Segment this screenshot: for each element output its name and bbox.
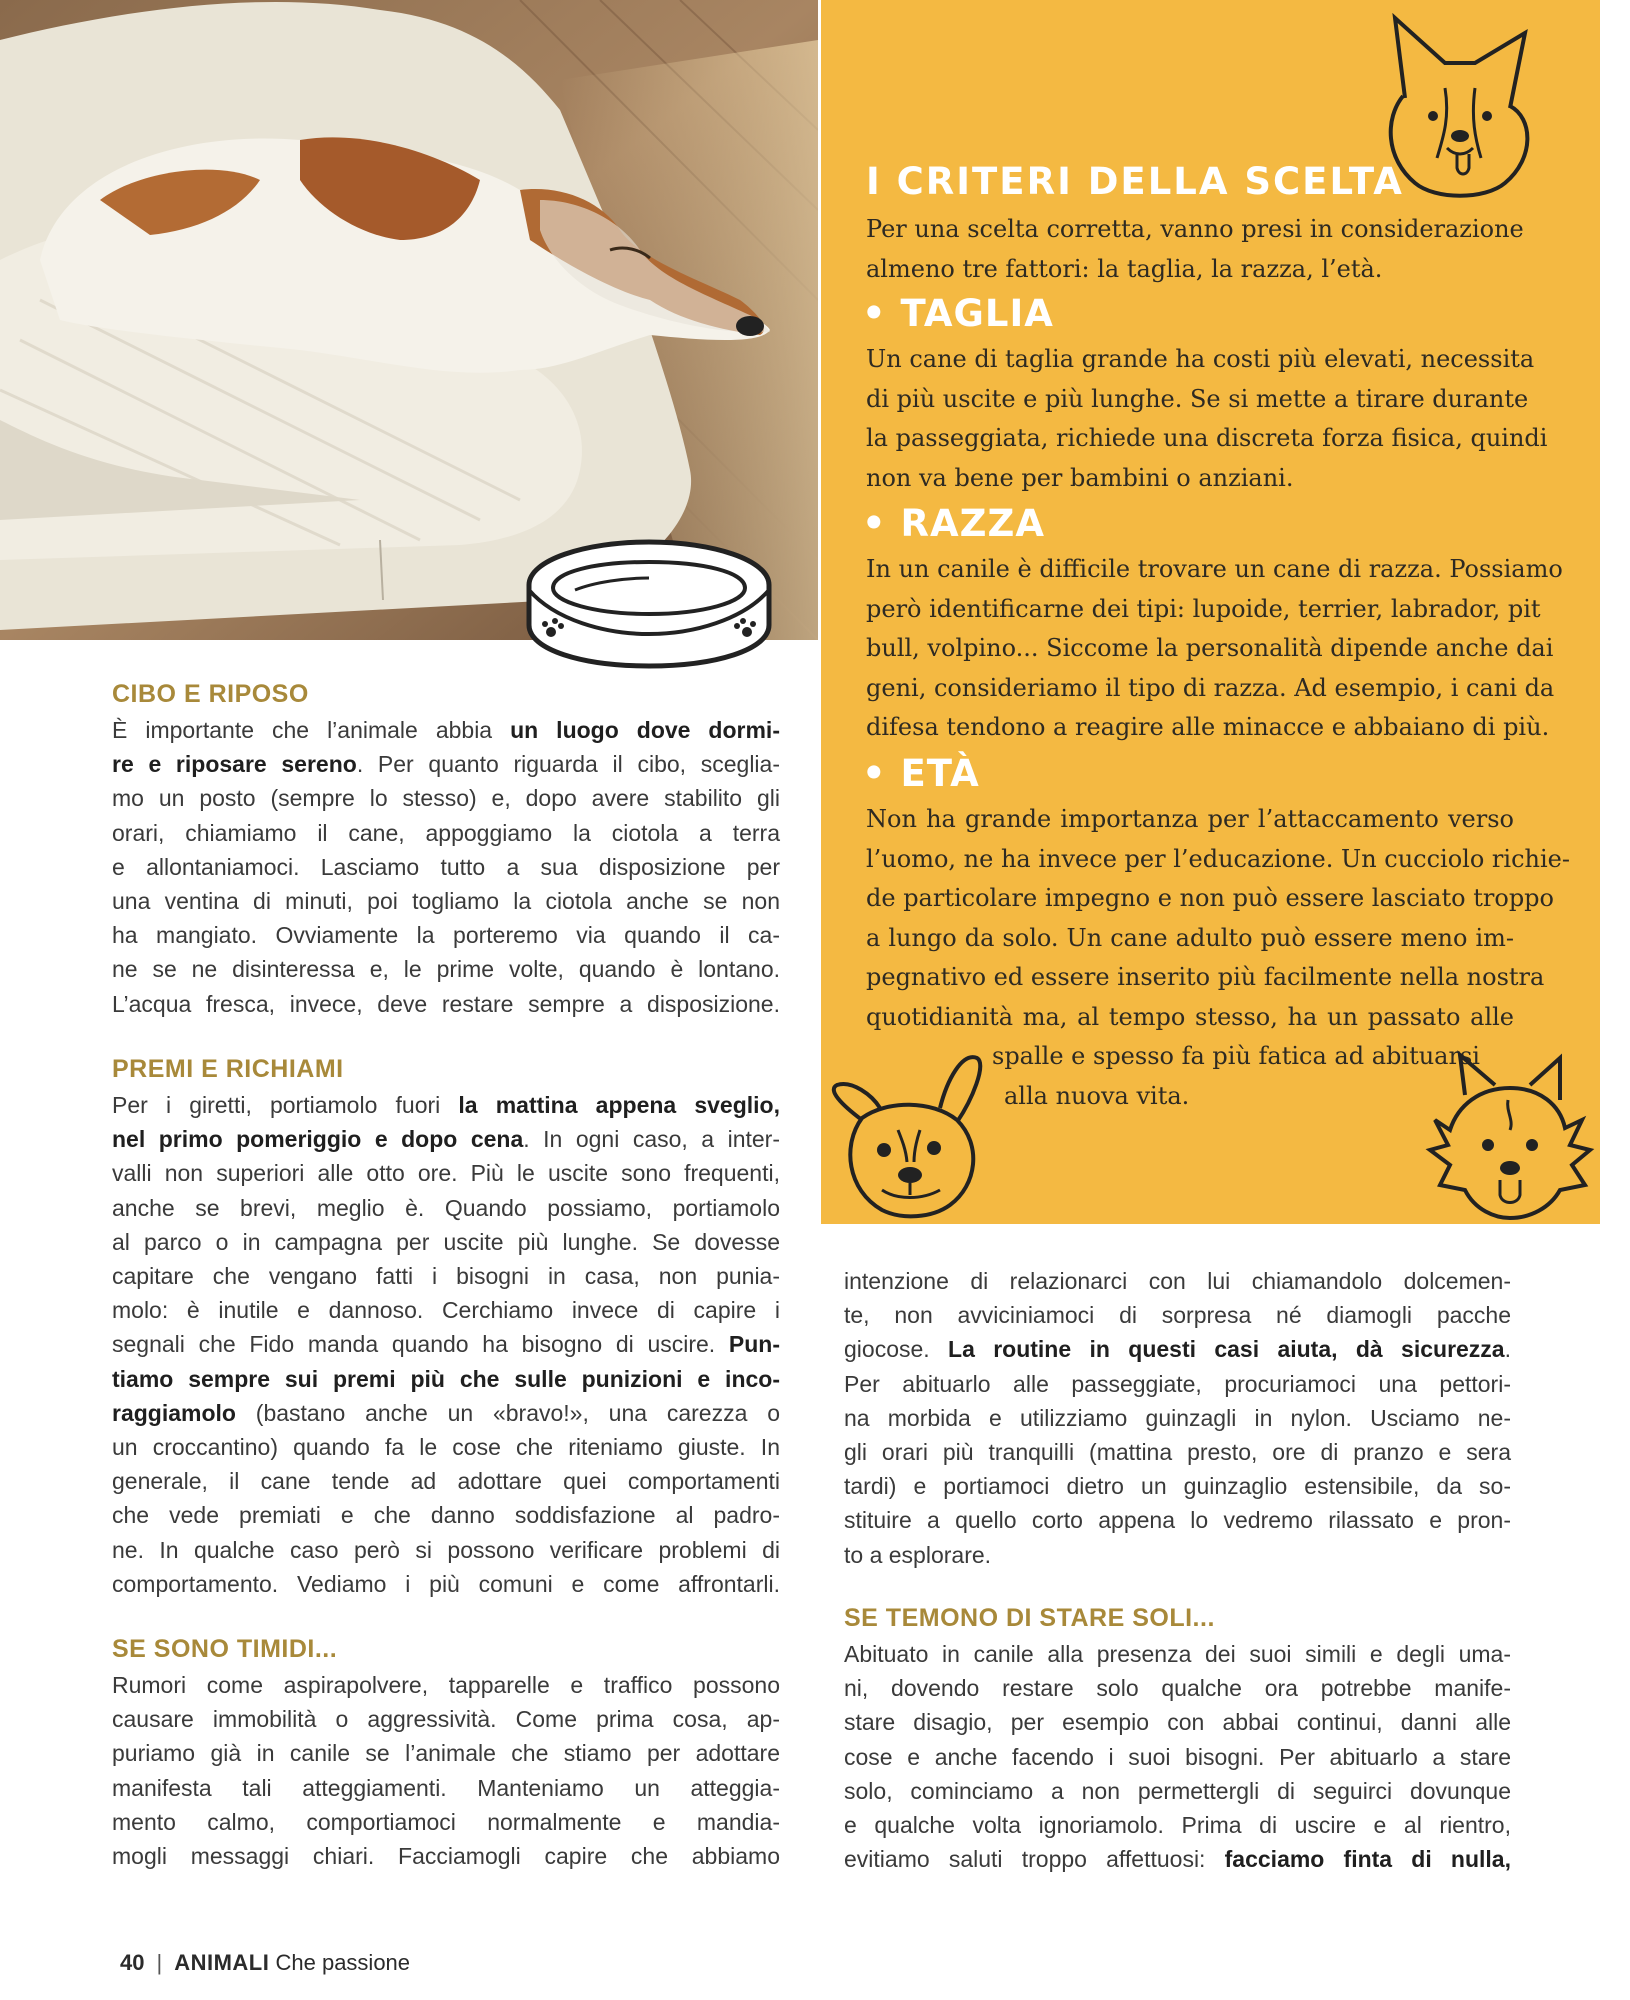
timidi-text: Rumori come aspirapolvere, tapparelle e traffico possono causare immobilità o aggressività. Come prima cosa, ap- puriamo già in canile se l’animale che stiamo per adottare manifesta tali atteggiamenti. Manteniamo un atteggia- mento calmo, comportiamoci normalmente e mandia- mogli messaggi chiari. Facciamogli capire che abbiamo — [112, 1672, 780, 1870]
page-number: 40 — [120, 1950, 145, 1975]
soli-text: Abituato in canile alla presenza dei suoi simili e degli uma- ni, dovendo restare solo qualche ora potrebbe manife- stare disagio, per esempio con abbai continui, danni alle cose e anche facendo i suoi bisogni. Per abituarlo a stare solo, cominciamo a non permettergli di seguirci dovunque e qualche volta ignoriamolo. Prima di uscire e al rientro, evitiamo saluti troppo affettuosi: facciamo finta di nulla, — [844, 1641, 1511, 1873]
cibo-text: È importante che l’animale abbia un luogo dove dormi- re e riposare sereno. Per quanto riguarda il cibo, sceglia- mo un posto (sempre lo stesso) e, dopo avere stabilito gli orari, chiamiamo il cane, appoggiamo la ciotola a terra e allontaniamoci. Lasciamo tutto a sua disposizione per una ventina di minuti, poi togliamo la ciotola anche se non ha mangiato. Ovviamente la porteremo via quando il ca- ne se ne disinteressa e, le prime volte, quando è lontano. L’acqua fresca, invece, deve restare sempre a disposizione. — [112, 717, 780, 1017]
taglia-text: Un cane di taglia grande ha costi più elevati, necessita di più uscite e più lunghe. Se si mette a tirare durante la passeggiata, richiede una discreta forza fisica, quindi non va bene per bambini o anziani. — [866, 345, 1548, 492]
page-footer: 40 | ANIMALI Che passione — [120, 1950, 411, 1975]
premi-text: Per i giretti, portiamolo fuori la mattina appena sveglio, nel primo pomeriggio e dopo cena. In ogni caso, a inter- valli non superiori alle otto ore. Più le uscite sono frequenti, anche se brevi, meglio è. Quando possiamo, portiamolo al parco o in campagna per uscite più lunghe. Se dovesse capitare che vengano fatti i bisogni in casa, non punia- molo: è inutile e dannoso. Cerchiamo invece di capire i segnali che Fido manda quando ha bisogno di uscire. Pun- tiamo sempre sui premi più che sulle punizioni e inco- raggiamolo (bastano anche un «bravo!», una carezza o un croccantino) quando fa le cose che riteniamo giuste. In generale, il cane tende ad adottare quei comportamenti che vede premiati e che danno soddisfazione al padro- ne. In qualche caso però si possono verificare problemi di comportamento. Vediamo i più comuni e come affrontarli. — [112, 1092, 780, 1597]
eta-text: Non ha grande importanza per l’attaccamento verso l’uomo, ne ha invece per l’educazione. Un cucciolo richie- de particolare impegno e non può essere lasciato troppo a lungo da solo. Un cane adulto può essere meno im- pegnativo ed essere inserito più facilmente nella nostra quotidianità ma, al tempo stesso, ha un passato alle — [866, 805, 1570, 1031]
taglia-heading: • TAGLIA — [862, 292, 1054, 335]
premi-heading: PREMI E RICHIAMI — [112, 1055, 344, 1083]
cibo-heading: CIBO E RIPOSO — [112, 680, 309, 708]
timidi-heading: SE SONO TIMIDI... — [112, 1635, 338, 1663]
timidi-continued-text: intenzione di relazionarci con lui chiamandolo dolcemen- te, non avviciniamoci di sorpresa né diamogli pacche giocose. La routine in questi casi aiuta, dà sicurezza. Per abituarlo alle passeggiate, procuriamoci una pettori- na morbida e utilizziamo guinzagli in nylon. Usciamo ne- gli orari più tranquilli (mattina presto, ore di pranzo e sera tardi) e portiamoci dietro un guinzaglio estensibile, da so- stituire a quello corto appena lo vedremo rilassato e pron- to a esplorare. — [844, 1268, 1511, 1568]
eta-heading: • ETÀ — [862, 752, 980, 795]
razza-text: In un canile è difficile trovare un cane di razza. Possiamo però identificarne dei tipi: lupoide, terrier, labrador, pit bull, volpino... Siccome la personalità dipende anche dai geni, consideriamo il tipo di razza. Ad esempio, i cani da difesa tendono a reagire alle minacce e abbaiano di più. — [866, 555, 1563, 741]
razza-heading: • RAZZA — [862, 502, 1045, 545]
magazine-name: ANIMALI — [174, 1950, 270, 1975]
eta-text-tail: spalle e spesso fa più fatica ad abituarsi alla nuova vita. — [992, 1042, 1480, 1110]
yorkshire-terrier-icon — [1420, 1050, 1595, 1225]
soli-heading: SE TEMONO DI STARE SOLI... — [844, 1604, 1215, 1632]
section-name: Che passione — [275, 1950, 411, 1975]
box-intro: Per una scelta corretta, vanno presi in considerazione almeno tre fattori: la taglia, la razza, l’età. — [866, 215, 1524, 283]
french-bulldog-icon — [822, 1050, 997, 1225]
pet-bed-icon — [515, 530, 783, 675]
box-title: I CRITERI DELLA SCELTA — [866, 160, 1404, 203]
